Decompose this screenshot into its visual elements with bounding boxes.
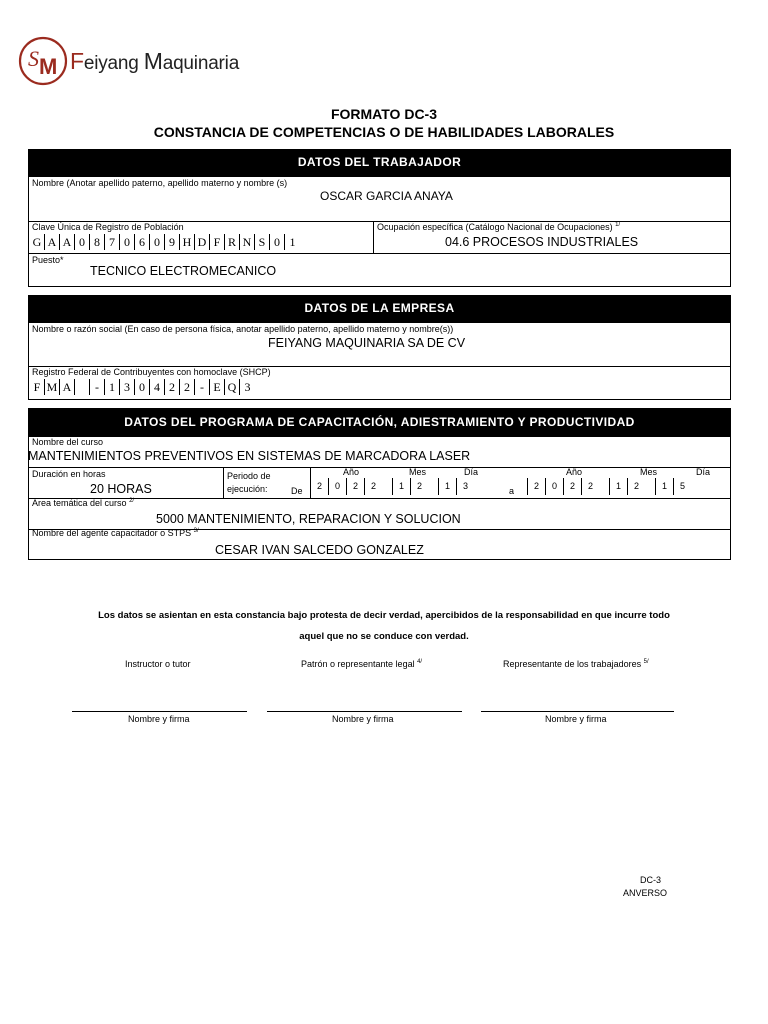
- curp-char-1: A: [45, 234, 60, 250]
- company-logo-text: [70, 48, 239, 75]
- sig-title-employer: [301, 659, 422, 669]
- worker-name-value: OSCAR GARCIA ANAYA: [320, 189, 453, 203]
- occupation-label: [377, 222, 620, 232]
- period-label-1: Periodo de: [227, 471, 271, 481]
- rfc-char-7: 0: [135, 379, 150, 395]
- rfc-char-2: A: [60, 379, 75, 395]
- curp-label: Clave Única de Registro de Población: [32, 222, 184, 232]
- area-label-text: Área temática del curso: [32, 498, 127, 508]
- area-value: 5000 MANTENIMIENTO, REPARACION Y SOLUCION: [156, 512, 461, 526]
- curp-char-14: N: [240, 234, 255, 250]
- puesto-value: TECNICO ELECTROMECANICO: [90, 264, 277, 278]
- rfc-char-5: 1: [105, 379, 120, 395]
- course-value: MANTENIMIENTOS PREVENTIVOS EN SISTEMAS DE MARCADORA LASER: [28, 449, 471, 463]
- rfc-char-3: [75, 379, 90, 395]
- to-digit-5: 2: [627, 478, 645, 495]
- rfc-char-0: F: [30, 379, 45, 395]
- from-digit-7: 3: [456, 478, 474, 495]
- rfc-char-10: 2: [180, 379, 195, 395]
- course-label: Nombre del curso: [32, 437, 104, 447]
- company-logo-icon: [18, 36, 68, 86]
- from-day-label: Día: [464, 467, 479, 477]
- logo-initial-m: M: [143, 48, 163, 74]
- worker-section-band: DATOS DEL TRABAJADOR: [28, 149, 731, 176]
- period-label-2: ejecución:: [227, 484, 268, 494]
- rfc-char-11: -: [195, 379, 210, 395]
- to-year-label: Año: [566, 467, 583, 477]
- logo-part2: aquinaria: [162, 53, 240, 74]
- curp-char-13: R: [225, 234, 240, 250]
- form-main-title: CONSTANCIA DE COMPETENCIAS O DE HABILIDADES LABORALES: [153, 124, 615, 140]
- area-label: [32, 498, 134, 508]
- from-digit-1: 0: [328, 478, 346, 495]
- to-day-label: Día: [696, 467, 711, 477]
- form-code-title: FORMATO DC-3: [330, 106, 438, 122]
- curp-char-4: 8: [90, 234, 105, 250]
- from-digit-4: 1: [392, 478, 410, 495]
- sig-line-instructor[interactable]: [72, 711, 247, 712]
- period-de: De: [291, 486, 303, 496]
- sig-title-workers-rep: [503, 659, 649, 669]
- curp-char-7: 6: [135, 234, 150, 250]
- sig-title-instructor: Instructor o tutor: [125, 659, 191, 669]
- to-digit-1: 0: [545, 478, 563, 495]
- svg-text:M: M: [39, 54, 58, 79]
- curp-char-6: 0: [120, 234, 135, 250]
- sig-workers-footnote: 5/: [643, 659, 649, 665]
- area-footnote: 2/: [129, 498, 135, 504]
- program-section-band: DATOS DEL PROGRAMA DE CAPACITACIÓN, ADIESTRAMIENTO Y PRODUCTIVIDAD: [28, 408, 731, 436]
- rfc-char-14: 3: [244, 380, 251, 394]
- curp-char-11: D: [195, 234, 210, 250]
- to-month-label: Mes: [640, 467, 658, 477]
- from-month-label: Mes: [409, 467, 427, 477]
- from-digit-6: 1: [438, 478, 456, 495]
- agent-label: [32, 528, 199, 538]
- agent-footnote: 3/: [193, 528, 199, 534]
- sig-line-employer[interactable]: [267, 711, 462, 712]
- worker-name-label: Nombre (Anotar apellido paterno, apellido materno y nombre (s): [32, 178, 288, 188]
- curp-char-15: S: [255, 234, 270, 250]
- rfc-cells: [30, 379, 255, 395]
- declaration-line-2: aquel que no se conduce con verdad.: [299, 631, 469, 642]
- curp-char-8: 0: [150, 234, 165, 250]
- curp-char-12: F: [210, 234, 225, 250]
- sig-employer-footnote: 4/: [417, 659, 423, 665]
- duration-value: 20 HORAS: [90, 482, 152, 496]
- rfc-char-1: M: [45, 379, 60, 395]
- svg-text:S: S: [28, 46, 39, 71]
- from-digit-0: 2: [310, 478, 328, 495]
- from-year-label: Año: [343, 467, 360, 477]
- to-date-cells: [527, 478, 691, 495]
- to-digit-7: 5: [673, 478, 691, 495]
- footer-side: ANVERSO: [623, 888, 668, 898]
- sig-title-workers-text: Representante de los trabajadores: [503, 659, 642, 669]
- rfc-char-8: 4: [150, 379, 165, 395]
- rfc-char-4: -: [90, 379, 105, 395]
- rfc-char-12: E: [210, 379, 225, 395]
- to-digit-2: 2: [563, 478, 581, 495]
- curp-char-5: 7: [105, 234, 120, 250]
- declaration-line-1: Los datos se asientan en esta constancia bajo protesta de decir verdad, apercibidos de la responsabilidad en que incurre todo: [98, 610, 670, 621]
- footer-form-code: DC-3: [640, 875, 662, 885]
- from-date-cells: [310, 478, 474, 495]
- occupation-label-text: Ocupación específica (Catálogo Nacional de Ocupaciones): [377, 222, 613, 232]
- sig-title-employer-text: Patrón o representante legal: [301, 659, 415, 669]
- logo-part1: eiyang: [83, 53, 144, 74]
- sig-line-workers-rep[interactable]: [481, 711, 674, 712]
- agent-value: CESAR IVAN SALCEDO GONZALEZ: [215, 543, 424, 557]
- sig-caption-instructor: Nombre y firma: [128, 714, 190, 724]
- curp-char-9: 9: [165, 234, 180, 250]
- duration-label: Duración en horas: [32, 469, 106, 479]
- from-digit-2: 2: [346, 478, 364, 495]
- curp-char-16: 0: [270, 234, 285, 250]
- period-a: a: [509, 486, 515, 496]
- curp-char-3: 0: [75, 234, 90, 250]
- company-section-band: DATOS DE LA EMPRESA: [28, 295, 731, 322]
- company-name-value: FEIYANG MAQUINARIA SA DE CV: [268, 336, 466, 350]
- logo-initial-f: F: [70, 48, 84, 74]
- curp-cells: [30, 234, 300, 250]
- to-digit-3: 2: [581, 478, 599, 495]
- curp-char-10: H: [180, 234, 195, 250]
- rfc-char-6: 3: [120, 379, 135, 395]
- company-name-label: Nombre o razón social (En caso de persona física, anotar apellido paterno, apellido materno y nombre(s)): [32, 324, 454, 334]
- rfc-char-9: 2: [165, 379, 180, 395]
- to-digit-0: 2: [527, 478, 545, 495]
- agent-label-text: Nombre del agente capacitador o STPS: [32, 528, 192, 538]
- sig-caption-employer: Nombre y firma: [332, 714, 394, 724]
- rfc-char-13: Q: [225, 379, 240, 395]
- to-digit-6: 1: [655, 478, 673, 495]
- puesto-label: Puesto*: [32, 255, 64, 265]
- to-digit-4: 1: [609, 478, 627, 495]
- occupation-footnote: 1/: [615, 222, 621, 228]
- sig-caption-workers-rep: Nombre y firma: [545, 714, 607, 724]
- rfc-label: Registro Federal de Contribuyentes con homoclave (SHCP): [32, 367, 271, 377]
- from-digit-5: 2: [410, 478, 428, 495]
- from-digit-3: 2: [364, 478, 382, 495]
- curp-char-0: G: [30, 234, 45, 250]
- curp-char-2: A: [60, 234, 75, 250]
- occupation-value: 04.6 PROCESOS INDUSTRIALES: [445, 235, 639, 249]
- curp-char-17: 1: [289, 235, 296, 249]
